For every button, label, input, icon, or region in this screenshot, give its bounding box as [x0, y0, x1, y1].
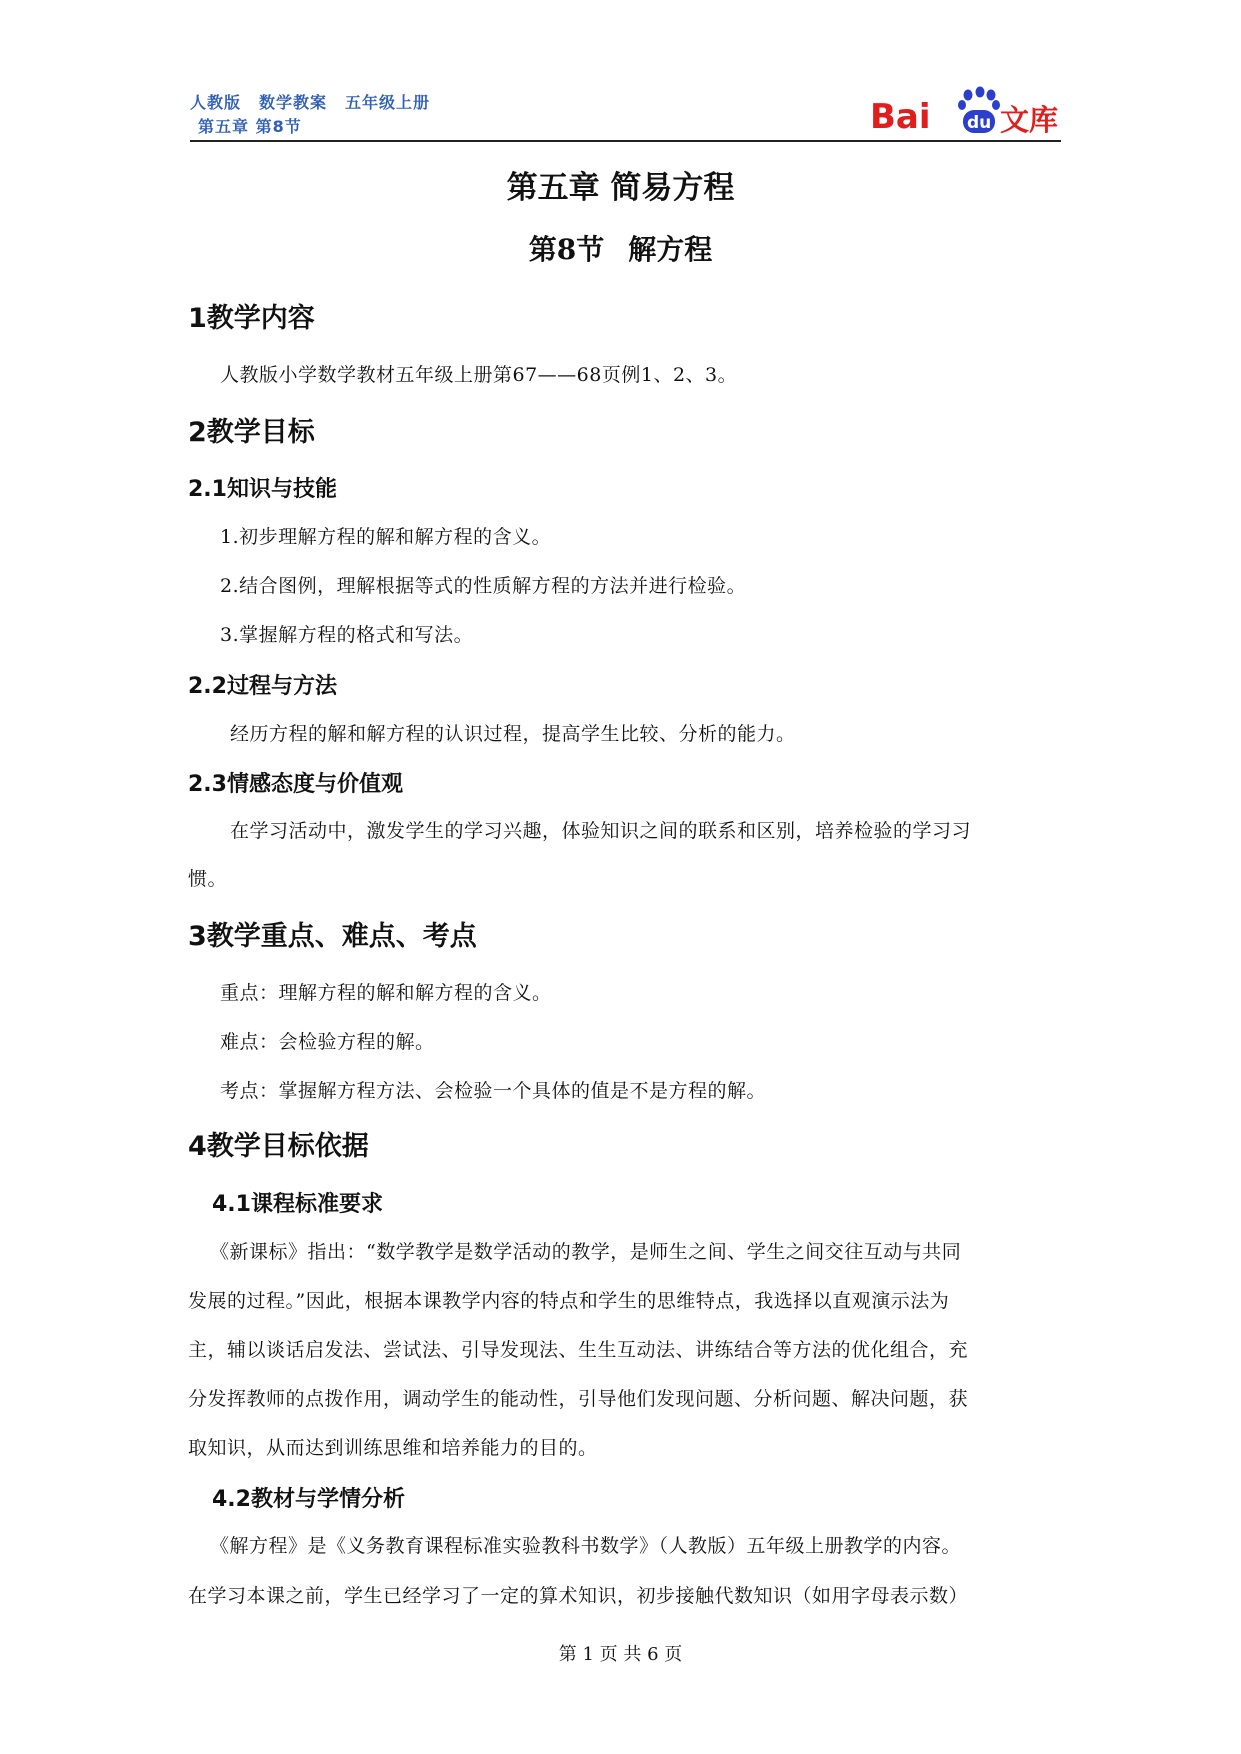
list-item: 考点：掌握解方程方法、会检验一个具体的值是不是方程的解。	[220, 1080, 767, 1102]
list-item: 难点：会检验方程的解。	[220, 1031, 435, 1053]
heading-teaching-goals: 2教学目标	[188, 417, 315, 448]
header-grade: 五年级上册	[345, 93, 431, 112]
header-divider	[190, 140, 1061, 142]
document-title: 第五章 简易方程	[506, 170, 735, 206]
page-header	[190, 86, 1060, 142]
list-item: 重点：理解方程的解和解方程的含义。	[220, 982, 552, 1004]
paragraph-line: 《解方程》是《义务教育课程标准实验教科书数学》（人教版）五年级上册教学的内容。	[210, 1535, 962, 1557]
section-number: 第8节	[528, 233, 605, 266]
paragraph-line: 《新课标》指出：“数学教学是数学活动的教学，是师生之间、学生之间交往互动与共同	[210, 1241, 962, 1263]
logo-text-bai: Bai	[870, 97, 931, 137]
header-doc-type: 数学教案	[259, 93, 328, 112]
paragraph-line: 惯。	[188, 868, 228, 890]
process-method-text: 经历方程的解和解方程的认识过程，提高学生比较、分析的能力。	[230, 723, 796, 745]
heading-textbook-analysis: 4.2教材与学情分析	[212, 1487, 405, 1512]
list-item: 3.掌握解方程的格式和写法。	[220, 624, 474, 646]
paragraph-line: 取知识，从而达到训练思维和培养能力的目的。	[188, 1437, 598, 1459]
heading-goal-basis: 4教学目标依据	[188, 1131, 369, 1162]
paragraph-line: 发展的过程。”因此，根据本课教学内容的特点和学生的思维特点，我选择以直观演示法为	[188, 1290, 950, 1312]
paragraph-line: 分发挥教师的点拨作用，调动学生的能动性，引导他们发现问题、分析问题、解决问题，获	[188, 1388, 969, 1410]
list-item: 2.结合图例，理解根据等式的性质解方程的方法并进行检验。	[220, 575, 747, 597]
paragraph-line: 在学习活动中，激发学生的学习兴趣，体验知识之间的联系和区别，培养检验的学习习	[230, 820, 972, 842]
logo-text-du: du	[967, 113, 992, 133]
heading-knowledge-skills: 2.1知识与技能	[188, 477, 337, 502]
paragraph-line: 主，辅以谈话启发法、尝试法、引导发现法、生生互动法、讲练结合等方法的优化组合，充	[188, 1339, 969, 1361]
section-name: 解方程	[628, 233, 713, 266]
heading-process-method: 2.2过程与方法	[188, 674, 337, 699]
teaching-content-text: 人教版小学数学教材五年级上册第67——68页例1、2、3。	[220, 364, 738, 386]
paw-icon	[870, 86, 1060, 140]
page-footer: 第 1 页 共 6 页	[558, 1644, 683, 1665]
heading-curriculum-standard: 4.1课程标准要求	[212, 1192, 383, 1217]
header-chapter-line: 第五章 第8节	[198, 117, 302, 136]
heading-teaching-content: 1教学内容	[188, 303, 315, 334]
section-title	[0, 228, 1241, 268]
header-publisher: 人教版	[190, 93, 242, 112]
heading-key-points: 3教学重点、难点、考点	[188, 921, 477, 952]
paragraph-line: 在学习本课之前，学生已经学习了一定的算术知识，初步接触代数知识（如用字母表示数）	[188, 1585, 969, 1607]
header-subject-line	[190, 90, 448, 113]
logo-text-wenku: 文库	[1000, 103, 1059, 137]
heading-attitude-values: 2.3情感态度与价值观	[188, 772, 403, 797]
list-item: 1.初步理解方程的解和解方程的含义。	[220, 526, 552, 548]
baidu-wenku-logo	[870, 86, 1060, 140]
